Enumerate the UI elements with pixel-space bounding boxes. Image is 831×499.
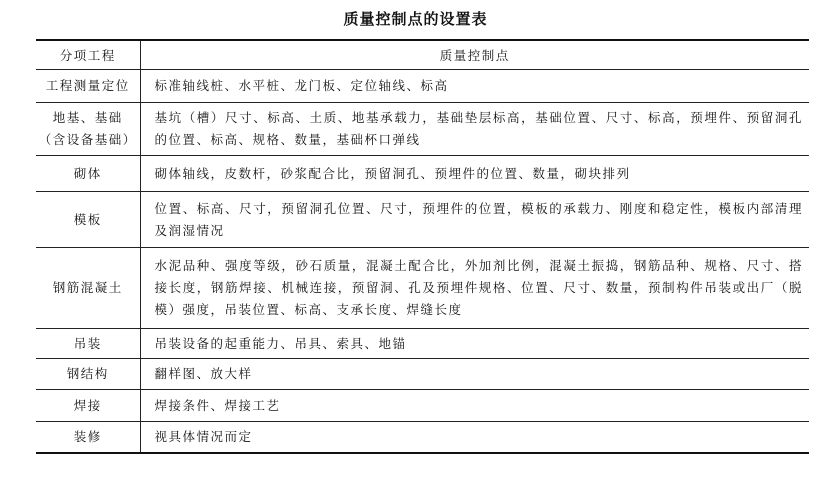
table-row [36, 359, 809, 390]
table-row [36, 70, 809, 103]
row-control-points: 吊装设备的起重能力、吊具、索具、地锚 [140, 329, 809, 359]
header-control-points: 质量控制点 [140, 40, 809, 70]
category-line: 模板 [73, 211, 102, 227]
category-line: 钢结构 [66, 366, 109, 381]
table-row [36, 192, 809, 248]
row-control-points: 焊接条件、焊接工艺 [140, 390, 809, 422]
category-line: 工程测量定位 [45, 78, 130, 93]
table-row [36, 329, 809, 359]
category-line: 砌体 [73, 165, 102, 181]
table-row [36, 390, 809, 422]
table-row [36, 422, 809, 454]
row-control-points: 砌体轴线，皮数杆，砂浆配合比，预留洞孔、预埋件的位置、数量，砌块排列 [140, 156, 809, 192]
category-line: 地基、基础 [52, 110, 123, 125]
table-header-row [36, 40, 809, 70]
row-category [36, 70, 140, 103]
row-category [36, 422, 140, 454]
category-line: （含设备基础） [38, 132, 137, 147]
row-category [36, 390, 140, 422]
category-line: 装修 [73, 429, 102, 444]
row-control-points: 基坑（槽）尺寸、标高、土质、地基承载力，基础垫层标高，基础位置、尺寸、标高，预埋件、预留洞孔的位置、标高、规格、数量，基础杯口弹线 [140, 103, 809, 156]
row-control-points: 视具体情况而定 [140, 422, 809, 454]
table-row [36, 248, 809, 329]
table-row [36, 156, 809, 192]
category-line: 焊接 [73, 397, 102, 413]
row-control-points: 翻样图、放大样 [140, 359, 809, 390]
row-category [36, 192, 140, 248]
row-category [36, 329, 140, 359]
quality-control-table [36, 39, 809, 454]
row-control-points: 标准轴线桩、水平桩、龙门板、定位轴线、标高 [140, 70, 809, 103]
category-line: 吊装 [73, 335, 102, 351]
row-category [36, 248, 140, 329]
category-line: 钢筋混凝土 [52, 280, 123, 295]
table-title: 质量控制点的设置表 [343, 10, 488, 28]
row-control-points: 水泥品种、强度等级，砂石质量，混凝土配合比，外加剂比例，混凝土振捣，钢筋品种、规格、尺寸、搭接长度，钢筋焊接、机械连接，预留洞、孔及预埋件规格、位置、尺寸、数量，预制构件吊装或出厂（脱模）强度，吊装位置、标高、支承长度、焊缝长度 [140, 248, 809, 329]
row-control-points: 位置、标高、尺寸，预留洞孔位置、尺寸，预埋件的位置，模板的承载力、刚度和稳定性，模板内部清理及润湿情况 [140, 192, 809, 248]
header-subitem: 分项工程 [36, 40, 140, 70]
row-category [36, 156, 140, 192]
row-category [36, 359, 140, 390]
table-row [36, 103, 809, 156]
row-category [36, 103, 140, 156]
